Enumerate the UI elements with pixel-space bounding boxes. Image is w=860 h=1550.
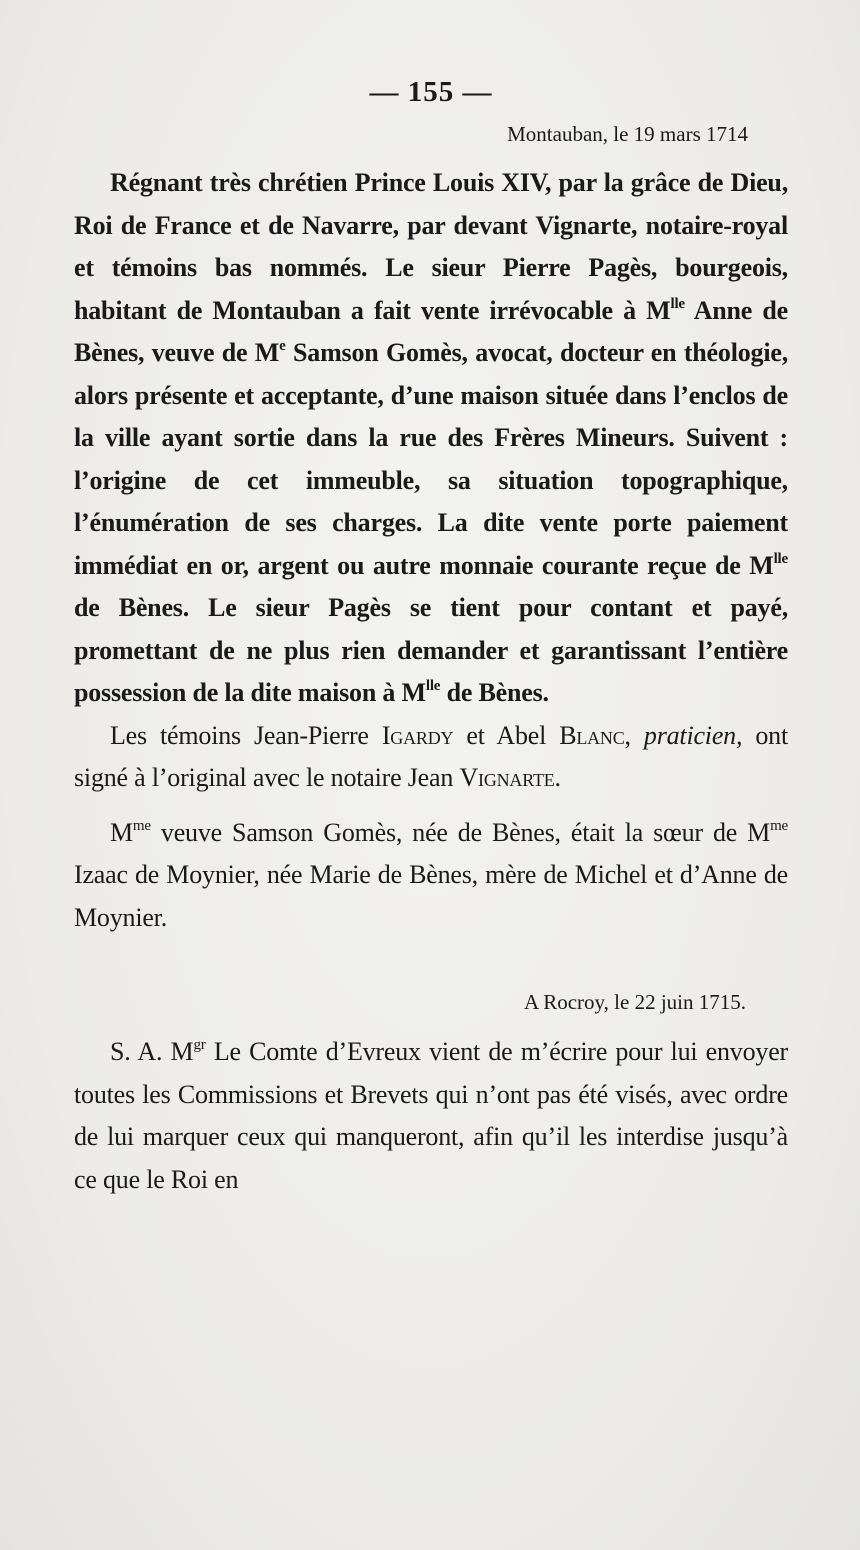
superscript: gr — [193, 1037, 206, 1053]
text-run: . — [554, 763, 561, 792]
witness-name-igardy: Igardy — [381, 720, 454, 750]
dateline-montauban: Montauban, le 19 mars 1714 — [507, 122, 748, 146]
text-run: M — [110, 817, 133, 847]
text-run: Le Comte d’Evreux vient de m’écrire pour lui envoyer toutes les Commissions et Brevets qui n’ont pas été visés, avec ordre de lui marquer ceux qui manqueront, afin qu’il les interdise jusqu’à ce que le Roi en — [74, 1037, 788, 1194]
text-run: Régnant très chrétien Prince Louis XIV, par la grâce de Dieu, Roi de France et de Navarre, par devant Vignarte, notaire-royal et témoins bas nommés. Le sieur Pierre Pagès, bourgeois, habitant de Montauban a fait vente irrévocable à M — [74, 168, 788, 325]
spacer — [74, 800, 788, 812]
page-number: — 155 — — [369, 76, 493, 108]
text-run: S. A. M — [110, 1037, 194, 1066]
dateline-rocroy: A Rocroy, le 22 juin 1715. — [523, 990, 746, 1014]
text-run: Izaac de Moynier, née Marie de Bènes, mère de Michel et d’Anne de Moynier. — [74, 860, 788, 932]
superscript: lle — [670, 295, 685, 312]
text-run: de Bènes. Le sieur Pagès se tient pour contant et payé, promettant de ne plus rien demander et garantissant l’entière possession de la dite maison à M — [74, 593, 788, 707]
superscript: lle — [773, 550, 788, 567]
superscript: me — [770, 817, 788, 834]
paragraph-sale-deed — [74, 162, 788, 715]
italic-praticien: praticien, — [643, 720, 743, 750]
notary-name-vignarte: Vignarte — [459, 763, 555, 792]
witness-name-blanc: Blanc — [559, 720, 625, 750]
superscript: e — [279, 338, 286, 354]
text-run: ont signé à l’original avec le notaire Jean — [74, 720, 788, 792]
text-run: Anne de Bènes, veuve de M — [74, 295, 788, 367]
text-run: Les témoins Jean-Pierre — [110, 720, 382, 750]
text-run: et Abel — [453, 720, 560, 750]
superscript: me — [132, 817, 151, 834]
paragraph-letter — [74, 1031, 788, 1201]
text-run: de Bènes. — [440, 678, 549, 707]
paragraph-witnesses — [74, 715, 788, 800]
text-run: veuve Samson Gomès, née de Bènes, était la sœur de M — [150, 817, 771, 847]
text-run: Samson Gomès, avocat, docteur en théologie, alors présente et acceptante, d’une maison située dans l’enclos de la ville ayant sortie dans la rue des Frères Mineurs. Suivent : l’origine de cet immeuble, sa situation topographique, l’énumération de ses charges. La dite vente porte paiement immédiat en or, argent ou autre monnaie courante reçue de M — [74, 338, 788, 580]
spacer — [74, 939, 788, 981]
paragraph-family-relation — [74, 812, 788, 940]
text-run: , — [624, 720, 644, 750]
superscript: lle — [425, 678, 441, 694]
